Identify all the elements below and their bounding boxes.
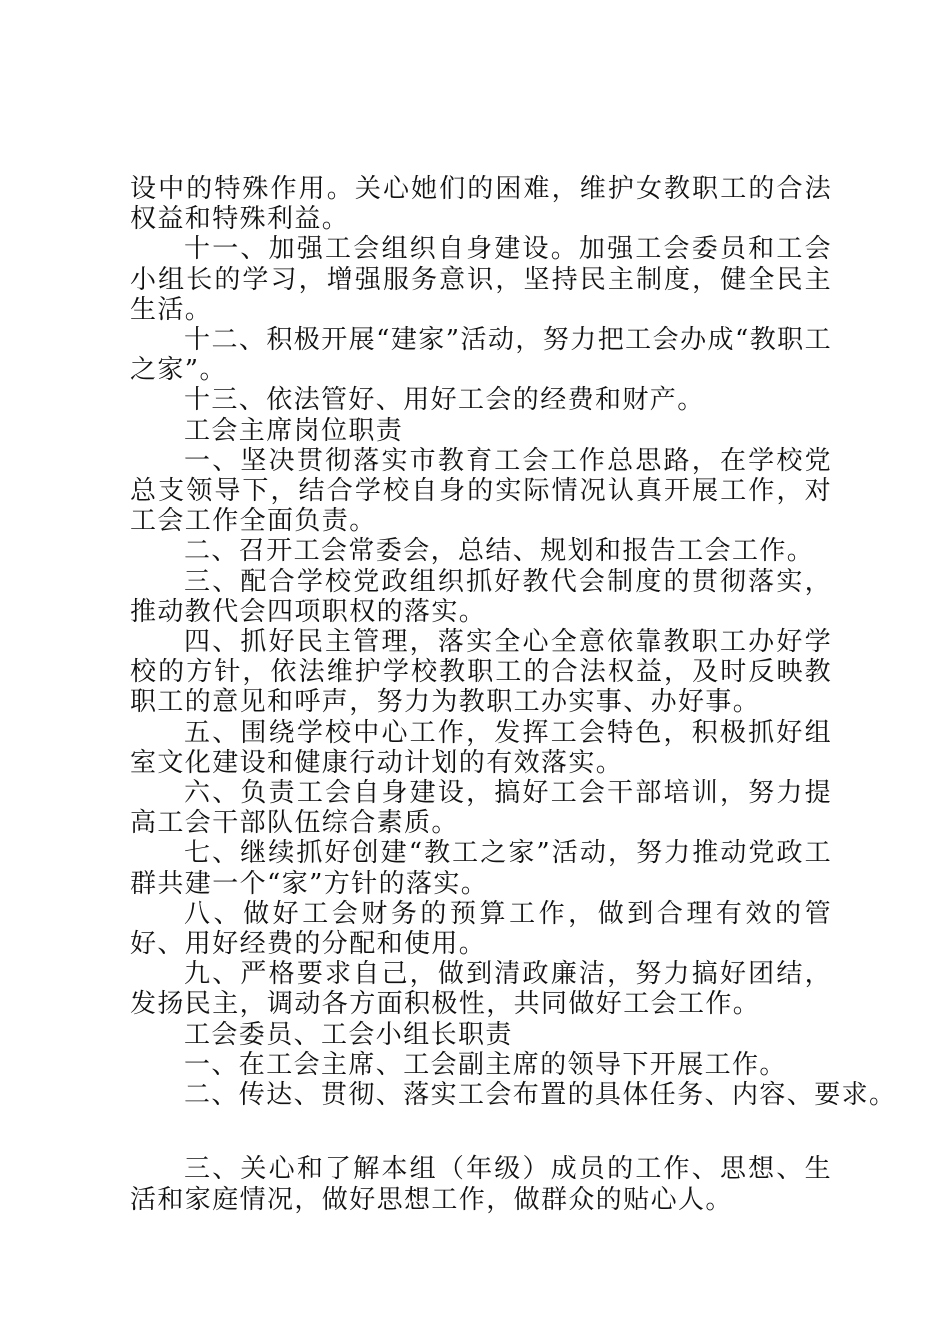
paragraph-chairman-7: 七、继续抓好创建“教工之家”活动，努力推动党政工群共建一个“家”方针的落实。 — [130, 838, 832, 899]
paragraph-chairman-5: 五、围绕学校中心工作，发挥工会特色，积极抓好组室文化建设和健康行动计划的有效落实。 — [130, 717, 832, 778]
paragraph-item-11: 十一、加强工会组织自身建设。加强工会委员和工会小组长的学习，增强服务意识，坚持民主制度，健全民主生活。 — [130, 234, 832, 325]
paragraph-chairman-9: 九、严格要求自己，做到清政廉洁，努力搞好团结，发扬民主，调动各方面积极性，共同做好工会工作。 — [130, 959, 832, 1020]
paragraph-chairman-6: 六、负责工会自身建设，搞好工会干部培训，努力提高工会干部队伍综合素质。 — [130, 778, 832, 839]
paragraph-continuation: 设中的特殊作用。关心她们的困难，维护女教职工的合法权益和特殊利益。 — [130, 174, 832, 235]
paragraph-item-13: 十三、依法管好、用好工会的经费和财产。 — [184, 385, 705, 416]
section-heading-committee-duties: 工会委员、工会小组长职责 — [184, 1019, 513, 1050]
paragraph-committee-1: 一、在工会主席、工会副主席的领导下开展工作。 — [184, 1049, 787, 1080]
paragraph-chairman-3: 三、配合学校党政组织抓好教代会制度的贯彻落实，推动教代会四项职权的落实。 — [130, 566, 832, 627]
paragraph-chairman-4: 四、抓好民主管理，落实全心全意依靠教职工办好学校的方针，依法维护学校教职工的合法权益，及时反映教职工的意见和呼声，努力为教职工办实事、办好事。 — [130, 627, 832, 718]
section-heading-chairman-duties: 工会主席岗位职责 — [184, 415, 404, 446]
paragraph-chairman-8: 八、做好工会财务的预算工作，做到合理有效的管好、用好经费的分配和使用。 — [130, 898, 832, 960]
paragraph-committee-2: 二、传达、贯彻、落实工会布置的具体任务、内容、要求。 — [184, 1080, 897, 1111]
paragraph-chairman-1: 一、坚决贯彻落实市教育工会工作总思路，在学校党总支领导下，结合学校自身的实际情况认真开展工作，对工会工作全面负责。 — [130, 445, 832, 537]
paragraph-chairman-2: 二、召开工会常委会，总结、规划和报告工会工作。 — [184, 536, 815, 567]
paragraph-gap — [130, 1110, 832, 1154]
paragraph-committee-3: 三、关心和了解本组（年级）成员的工作、思想、生活和家庭情况，做好思想工作，做群众的贴心人。 — [130, 1154, 832, 1215]
document-body — [130, 174, 897, 1215]
paragraph-item-12: 十二、积极开展“建家”活动，努力把工会办成“教职工之家”。 — [130, 325, 832, 386]
